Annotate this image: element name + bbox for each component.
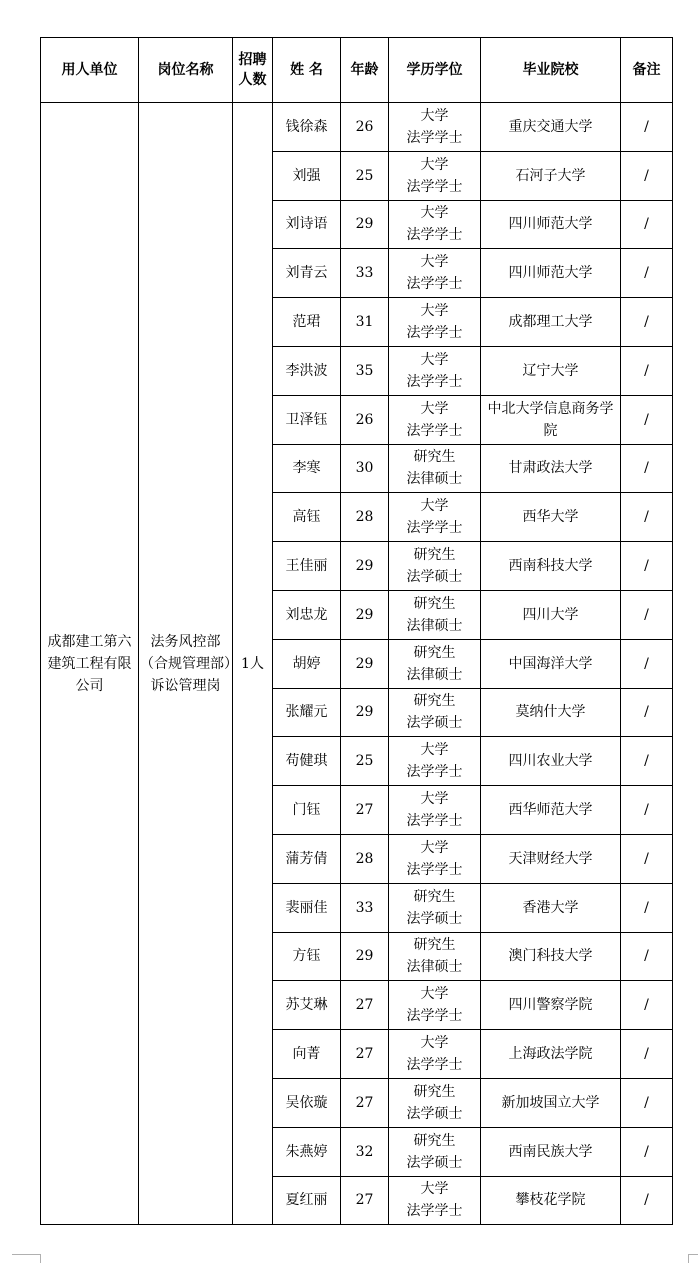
header-row	[41, 38, 673, 103]
candidate-age: 32	[341, 1127, 389, 1176]
candidate-name: 夏红丽	[273, 1176, 341, 1225]
candidate-age: 29	[341, 639, 389, 688]
candidate-age: 25	[341, 151, 389, 200]
remark: /	[621, 1078, 673, 1127]
remark: /	[621, 444, 673, 493]
education-level: 研究生	[413, 937, 456, 954]
candidate-name: 裴丽佳	[273, 883, 341, 932]
graduate-school: 四川师范大学	[481, 200, 621, 249]
candidate-age: 27	[341, 1078, 389, 1127]
candidate-age: 26	[341, 103, 389, 152]
candidate-age: 25	[341, 737, 389, 786]
candidate-age: 29	[341, 542, 389, 591]
candidate-degree	[389, 249, 481, 298]
candidate-degree	[389, 737, 481, 786]
header-note: 备注	[621, 38, 673, 103]
candidate-age: 29	[341, 200, 389, 249]
remark: /	[621, 200, 673, 249]
candidate-age: 27	[341, 786, 389, 835]
degree-title: 法学学士	[406, 129, 463, 146]
remark: /	[621, 737, 673, 786]
remark: /	[621, 981, 673, 1030]
education-level: 研究生	[413, 693, 456, 710]
graduate-school: 四川警察学院	[481, 981, 621, 1030]
candidate-age: 27	[341, 1176, 389, 1225]
graduate-school: 西南民族大学	[481, 1127, 621, 1176]
candidate-age: 30	[341, 444, 389, 493]
degree-title: 法学学士	[406, 1057, 463, 1074]
candidate-degree	[389, 688, 481, 737]
candidate-degree	[389, 1176, 481, 1225]
education-level: 大学	[420, 1181, 449, 1198]
education-level: 大学	[420, 742, 449, 759]
candidate-name: 高钰	[273, 493, 341, 542]
candidate-degree	[389, 639, 481, 688]
header-school: 毕业院校	[481, 38, 621, 103]
candidate-degree	[389, 298, 481, 347]
candidate-degree	[389, 151, 481, 200]
candidate-degree	[389, 493, 481, 542]
graduate-school: 攀枝花学院	[481, 1176, 621, 1225]
education-level: 研究生	[413, 595, 456, 612]
education-level: 研究生	[413, 449, 456, 466]
candidate-name: 朱燕婷	[273, 1127, 341, 1176]
candidate-table	[40, 37, 673, 1225]
candidate-degree	[389, 542, 481, 591]
education-level: 大学	[420, 498, 449, 515]
degree-title: 法学学士	[406, 373, 463, 390]
candidate-name: 钱徐森	[273, 103, 341, 152]
education-level: 研究生	[413, 888, 456, 905]
table-row	[41, 103, 673, 152]
header-degree: 学历学位	[389, 38, 481, 103]
remark: /	[621, 1127, 673, 1176]
education-level: 研究生	[413, 1132, 456, 1149]
graduate-school: 西南科技大学	[481, 542, 621, 591]
graduate-school: 重庆交通大学	[481, 103, 621, 152]
graduate-school: 澳门科技大学	[481, 932, 621, 981]
candidate-name: 门钰	[273, 786, 341, 835]
candidate-degree	[389, 395, 481, 444]
remark: /	[621, 786, 673, 835]
graduate-school: 四川师范大学	[481, 249, 621, 298]
candidate-name: 向菁	[273, 1030, 341, 1079]
education-level: 大学	[420, 156, 449, 173]
header-unit: 用人单位	[41, 38, 139, 103]
candidate-name: 李寒	[273, 444, 341, 493]
candidate-age: 29	[341, 688, 389, 737]
candidate-degree	[389, 981, 481, 1030]
degree-title: 法律硕士	[406, 959, 463, 976]
degree-title: 法学学士	[406, 861, 463, 878]
candidate-name: 苏艾琳	[273, 981, 341, 1030]
education-level: 研究生	[413, 1083, 456, 1100]
remark: /	[621, 346, 673, 395]
education-level: 大学	[420, 986, 449, 1003]
degree-title: 法律硕士	[406, 471, 463, 488]
graduate-school: 香港大学	[481, 883, 621, 932]
degree-title: 法学硕士	[406, 910, 463, 927]
remark: /	[621, 542, 673, 591]
candidate-degree	[389, 883, 481, 932]
candidate-name: 卫泽钰	[273, 395, 341, 444]
graduate-school: 成都理工大学	[481, 298, 621, 347]
candidate-name: 刘青云	[273, 249, 341, 298]
degree-title: 法学硕士	[406, 1105, 463, 1122]
candidate-degree	[389, 200, 481, 249]
candidate-degree	[389, 103, 481, 152]
position-name: 法务风控部（合规管理部）诉讼管理岗	[139, 103, 233, 1225]
remark: /	[621, 639, 673, 688]
remark: /	[621, 883, 673, 932]
education-level: 研究生	[413, 644, 456, 661]
graduate-school: 甘肃政法大学	[481, 444, 621, 493]
remark: /	[621, 103, 673, 152]
header-count: 招聘 人数	[233, 38, 273, 103]
graduate-school: 中北大学信息商务学院	[481, 395, 621, 444]
education-level: 大学	[420, 351, 449, 368]
education-level: 大学	[420, 791, 449, 808]
candidate-age: 27	[341, 1030, 389, 1079]
degree-title: 法学学士	[406, 1008, 463, 1025]
candidate-name: 刘忠龙	[273, 590, 341, 639]
remark: /	[621, 151, 673, 200]
degree-title: 法学硕士	[406, 715, 463, 732]
degree-title: 法学学士	[406, 764, 463, 781]
graduate-school: 四川大学	[481, 590, 621, 639]
candidate-name: 王佳丽	[273, 542, 341, 591]
candidate-degree	[389, 444, 481, 493]
degree-title: 法学硕士	[406, 1154, 463, 1171]
degree-title: 法学硕士	[406, 569, 463, 586]
remark: /	[621, 688, 673, 737]
degree-title: 法律硕士	[406, 666, 463, 683]
degree-title: 法学学士	[406, 276, 463, 293]
remark: /	[621, 932, 673, 981]
candidate-name: 范珺	[273, 298, 341, 347]
degree-title: 法学学士	[406, 227, 463, 244]
candidate-name: 方钰	[273, 932, 341, 981]
education-level: 大学	[420, 303, 449, 320]
candidate-name: 蒲芳倩	[273, 834, 341, 883]
candidate-degree	[389, 786, 481, 835]
candidate-name: 刘诗语	[273, 200, 341, 249]
graduate-school: 石河子大学	[481, 151, 621, 200]
header-age: 年龄	[341, 38, 389, 103]
graduate-school: 西华师范大学	[481, 786, 621, 835]
candidate-degree	[389, 590, 481, 639]
candidate-degree	[389, 1030, 481, 1079]
employer-unit: 成都建工第六建筑工程有限公司	[41, 103, 139, 1225]
header-name: 姓 名	[273, 38, 341, 103]
candidate-age: 35	[341, 346, 389, 395]
remark: /	[621, 834, 673, 883]
candidate-age: 26	[341, 395, 389, 444]
education-level: 大学	[420, 400, 449, 417]
candidate-age: 29	[341, 932, 389, 981]
education-level: 大学	[420, 1035, 449, 1052]
candidate-age: 31	[341, 298, 389, 347]
graduate-school: 莫纳什大学	[481, 688, 621, 737]
candidate-name: 李洪波	[273, 346, 341, 395]
candidate-age: 27	[341, 981, 389, 1030]
degree-title: 法学学士	[406, 813, 463, 830]
education-level: 研究生	[413, 547, 456, 564]
graduate-school: 天津财经大学	[481, 834, 621, 883]
candidate-degree	[389, 932, 481, 981]
education-level: 大学	[420, 107, 449, 124]
degree-title: 法学学士	[406, 520, 463, 537]
remark: /	[621, 395, 673, 444]
candidate-name: 刘强	[273, 151, 341, 200]
candidate-name: 胡婷	[273, 639, 341, 688]
candidate-age: 28	[341, 493, 389, 542]
candidate-age: 28	[341, 834, 389, 883]
candidate-name: 张耀元	[273, 688, 341, 737]
graduate-school: 新加坡国立大学	[481, 1078, 621, 1127]
degree-title: 法学学士	[406, 422, 463, 439]
education-level: 大学	[420, 254, 449, 271]
candidate-degree	[389, 1078, 481, 1127]
degree-title: 法律硕士	[406, 617, 463, 634]
remark: /	[621, 1176, 673, 1225]
candidate-degree	[389, 346, 481, 395]
candidate-degree	[389, 834, 481, 883]
degree-title: 法学学士	[406, 178, 463, 195]
graduate-school: 西华大学	[481, 493, 621, 542]
remark: /	[621, 249, 673, 298]
education-level: 大学	[420, 839, 449, 856]
remark: /	[621, 1030, 673, 1079]
degree-title: 法学学士	[406, 1203, 463, 1220]
graduate-school: 中国海洋大学	[481, 639, 621, 688]
education-level: 大学	[420, 205, 449, 222]
remark: /	[621, 298, 673, 347]
candidate-degree	[389, 1127, 481, 1176]
remark: /	[621, 590, 673, 639]
candidate-age: 33	[341, 249, 389, 298]
graduate-school: 上海政法学院	[481, 1030, 621, 1079]
candidate-age: 29	[341, 590, 389, 639]
remark: /	[621, 493, 673, 542]
graduate-school: 四川农业大学	[481, 737, 621, 786]
candidate-name: 苟健琪	[273, 737, 341, 786]
candidate-name: 吴依璇	[273, 1078, 341, 1127]
graduate-school: 辽宁大学	[481, 346, 621, 395]
degree-title: 法学学士	[406, 325, 463, 342]
hire-count: 1人	[233, 103, 273, 1225]
header-post: 岗位名称	[139, 38, 233, 103]
candidate-age: 33	[341, 883, 389, 932]
